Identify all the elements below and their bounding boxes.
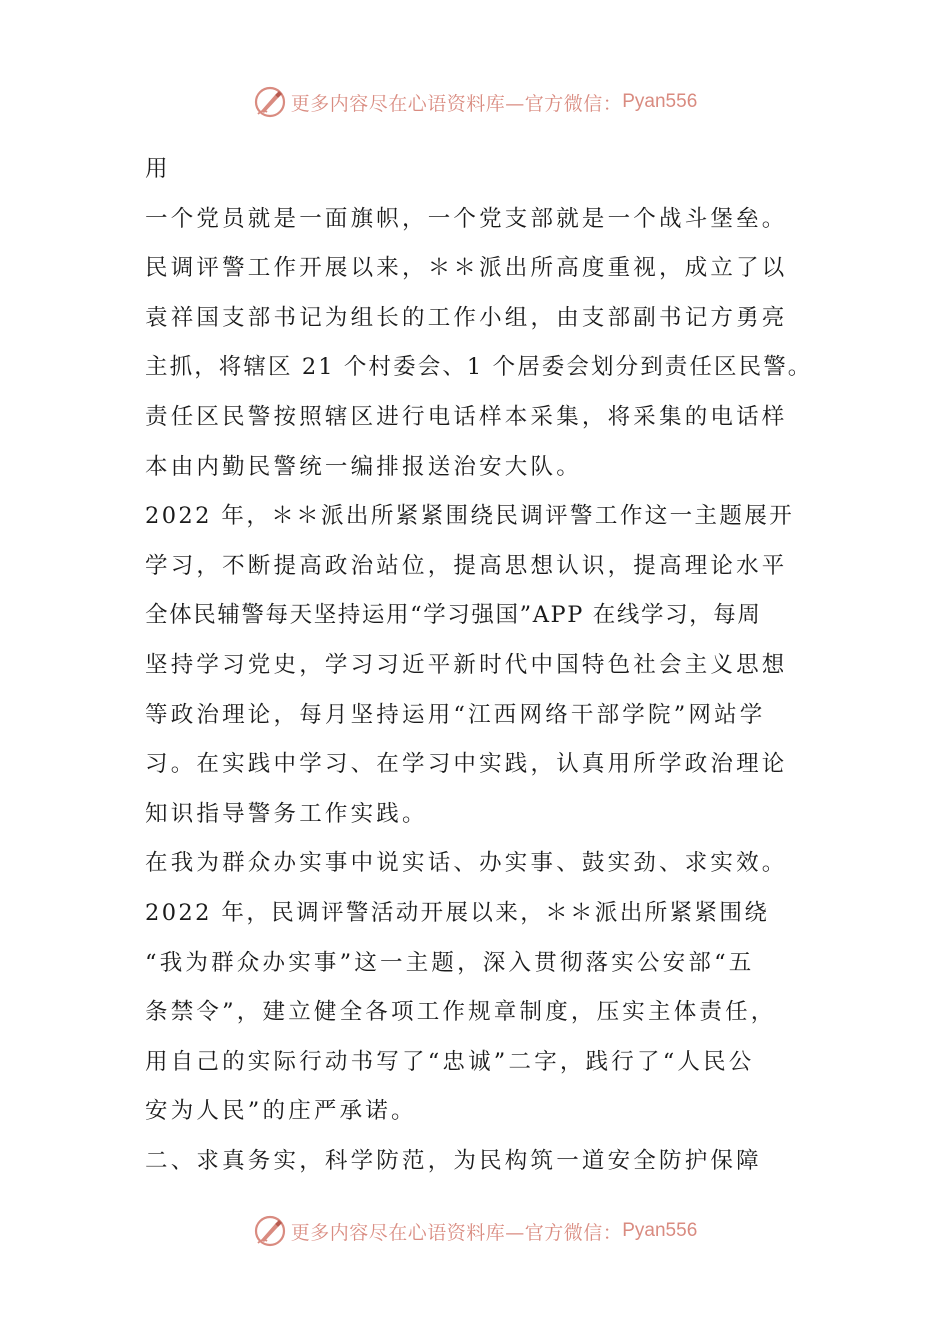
pen-logo-icon xyxy=(253,1214,287,1248)
body-line: 一个党员就是一面旗帜，一个党支部就是一个战斗堡垒。 xyxy=(145,205,788,232)
body-line: 学习，不断提高政治站位，提高思想认识，提高理论水平 xyxy=(145,552,788,579)
header-watermark-banner xyxy=(0,80,950,124)
body-line: 2022 年，民调评警活动开展以来，＊＊派出所紧紧围绕 xyxy=(145,899,770,926)
section-heading: 二、求真务实，科学防范，为民构筑一道安全防护保障 xyxy=(145,1147,762,1174)
body-line: 知识指导警务工作实践。 xyxy=(145,800,428,827)
pen-logo-icon xyxy=(253,85,287,119)
body-line: 主抓，将辖区 21 个村委会、1 个居委会划分到责任区民警。 xyxy=(145,354,813,381)
footer-watermark-banner xyxy=(0,1209,950,1253)
body-line: 条禁令”，建立健全各项工作规章制度，压实主体责任， xyxy=(145,999,777,1026)
document-body xyxy=(145,145,825,1186)
body-line: 安为人民”的庄严承诺。 xyxy=(145,1098,417,1125)
body-line: 责任区民警按照辖区进行电话样本采集，将采集的电话样 xyxy=(145,403,788,430)
body-line: 在我为群众办实事中说实话、办实事、鼓实劲、求实效。 xyxy=(145,850,788,877)
body-line: 等政治理论，每月坚持运用“江西网络干部学院”网站学 xyxy=(145,701,766,728)
body-line: 坚持学习党史，学习习近平新时代中国特色社会主义思想 xyxy=(145,651,788,678)
body-line: 2022 年，＊＊派出所紧紧围绕民调评警工作这一主题展开 xyxy=(145,503,795,530)
body-line: 用自己的实际行动书写了“忠诚”二字，践行了“人民公 xyxy=(145,1048,755,1075)
banner-text: 更多内容尽在心语资料库—官方微信： xyxy=(290,92,623,115)
body-line: 全体民辅警每天坚持运用“学习强国”APP 在线学习，每周 xyxy=(145,602,762,629)
banner-wechat-id: Pyan556 xyxy=(622,1220,698,1241)
banner-wechat-id: Pyan556 xyxy=(622,91,698,112)
body-line: 习。在实践中学习、在学习中实践，认真用所学政治理论 xyxy=(145,751,788,778)
body-line: 用 xyxy=(145,156,171,182)
body-line: “我为群众办实事”这一主题，深入贯彻落实公安部“五 xyxy=(145,949,755,976)
body-line: 民调评警工作开展以来，＊＊派出所高度重视，成立了以 xyxy=(145,255,788,282)
body-line: 本由内勤民警统一编排报送治安大队。 xyxy=(145,453,582,480)
body-line: 袁祥国支部书记为组长的工作小组，由支部副书记方勇亮 xyxy=(145,304,788,331)
banner-text: 更多内容尽在心语资料库—官方微信： xyxy=(290,1221,623,1244)
